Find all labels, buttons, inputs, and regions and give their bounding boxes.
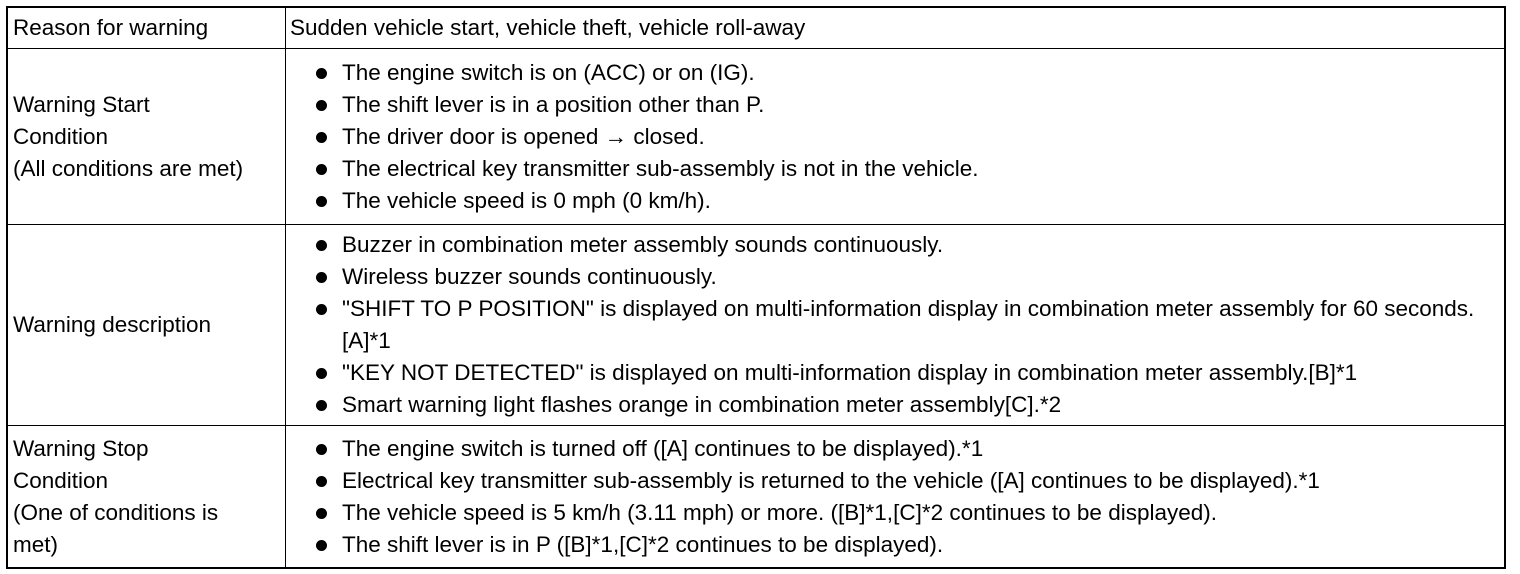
bullet-dot-icon xyxy=(316,240,327,251)
bullet-dot-icon xyxy=(316,508,327,519)
label-line: Warning Start xyxy=(13,91,150,117)
bullet-dot-icon xyxy=(316,476,327,487)
list-item-text: The vehicle speed is 0 mph (0 km/h). xyxy=(342,187,711,213)
list-item-text: Buzzer in combination meter assembly sounds continuously. xyxy=(342,232,944,257)
label-line: Condition xyxy=(13,467,109,493)
list-item xyxy=(316,389,1494,421)
list-item-text: Smart warning light flashes orange in combination meter assembly[C].*2 xyxy=(342,392,1062,417)
list-item-text: "SHIFT TO P POSITION" is displayed on multi-information display in combination meter assembly for 60 seconds.[A]*1 xyxy=(342,296,1475,353)
bullet-dot-icon xyxy=(316,444,327,455)
list-item xyxy=(316,497,1494,529)
list-item-text: The shift lever is in P ([B]*1,[C]*2 continues to be displayed). xyxy=(342,531,944,557)
stop-condition-label xyxy=(7,426,286,569)
list-item xyxy=(316,433,1494,465)
list-item-text: Electrical key transmitter sub-assembly is returned to the vehicle ([A] continues to be displayed).*1 xyxy=(342,467,1320,493)
list-item xyxy=(316,185,1494,217)
label-line: (One of conditions is xyxy=(13,499,219,525)
bullet-dot-icon xyxy=(316,196,327,207)
reason-label: Reason for warning xyxy=(7,7,286,49)
list-item-text: The driver door is opened → closed. xyxy=(342,123,705,149)
bullet-dot-icon xyxy=(316,304,327,315)
stop-condition-list xyxy=(290,433,1494,561)
table-row-start-condition xyxy=(7,49,1505,225)
bullet-dot-icon xyxy=(316,540,327,551)
reason-value: Sudden vehicle start, vehicle theft, vehicle roll-away xyxy=(286,7,1506,49)
bullet-dot-icon xyxy=(316,400,327,411)
bullet-dot-icon xyxy=(316,68,327,79)
table-row-description xyxy=(7,225,1505,426)
warning-table xyxy=(6,6,1506,569)
bullet-dot-icon xyxy=(316,272,327,283)
bullet-dot-icon xyxy=(316,368,327,379)
list-item-text: The shift lever is in a position other than P. xyxy=(342,91,765,117)
list-item xyxy=(316,121,1494,153)
list-item xyxy=(316,465,1494,497)
label-line: (All conditions are met) xyxy=(13,155,244,181)
list-item-text: The engine switch is on (ACC) or on (IG). xyxy=(342,59,755,85)
stop-condition-list-cell xyxy=(286,426,1506,569)
start-condition-list xyxy=(290,57,1494,217)
list-item-text: "KEY NOT DETECTED" is displayed on multi-information display in combination meter assembly.[B]*1 xyxy=(342,360,1358,385)
list-item-text: The vehicle speed is 5 km/h (3.11 mph) or more. ([B]*1,[C]*2 continues to be displayed). xyxy=(342,499,1218,525)
label-line: Warning Stop xyxy=(13,435,149,461)
description-list-cell xyxy=(286,225,1506,426)
description-label: Warning description xyxy=(7,225,286,426)
table-row-reason xyxy=(7,7,1505,49)
list-item xyxy=(316,229,1494,261)
list-item-text: The electrical key transmitter sub-assembly is not in the vehicle. xyxy=(342,155,979,181)
list-item xyxy=(316,153,1494,185)
bullet-dot-icon xyxy=(316,132,327,143)
label-line: met) xyxy=(13,531,58,557)
description-list xyxy=(290,229,1494,421)
list-item xyxy=(316,529,1494,561)
list-item xyxy=(316,357,1494,389)
list-item xyxy=(316,89,1494,121)
list-item xyxy=(316,261,1494,293)
list-item-text: Wireless buzzer sounds continuously. xyxy=(342,264,717,289)
list-item-text: The engine switch is turned off ([A] continues to be displayed).*1 xyxy=(342,435,984,461)
label-line: Condition xyxy=(13,123,109,149)
list-item xyxy=(316,293,1494,357)
bullet-dot-icon xyxy=(316,100,327,111)
start-condition-label xyxy=(7,49,286,225)
start-condition-list-cell xyxy=(286,49,1506,225)
bullet-dot-icon xyxy=(316,164,327,175)
list-item xyxy=(316,57,1494,89)
table-row-stop-condition xyxy=(7,426,1505,569)
